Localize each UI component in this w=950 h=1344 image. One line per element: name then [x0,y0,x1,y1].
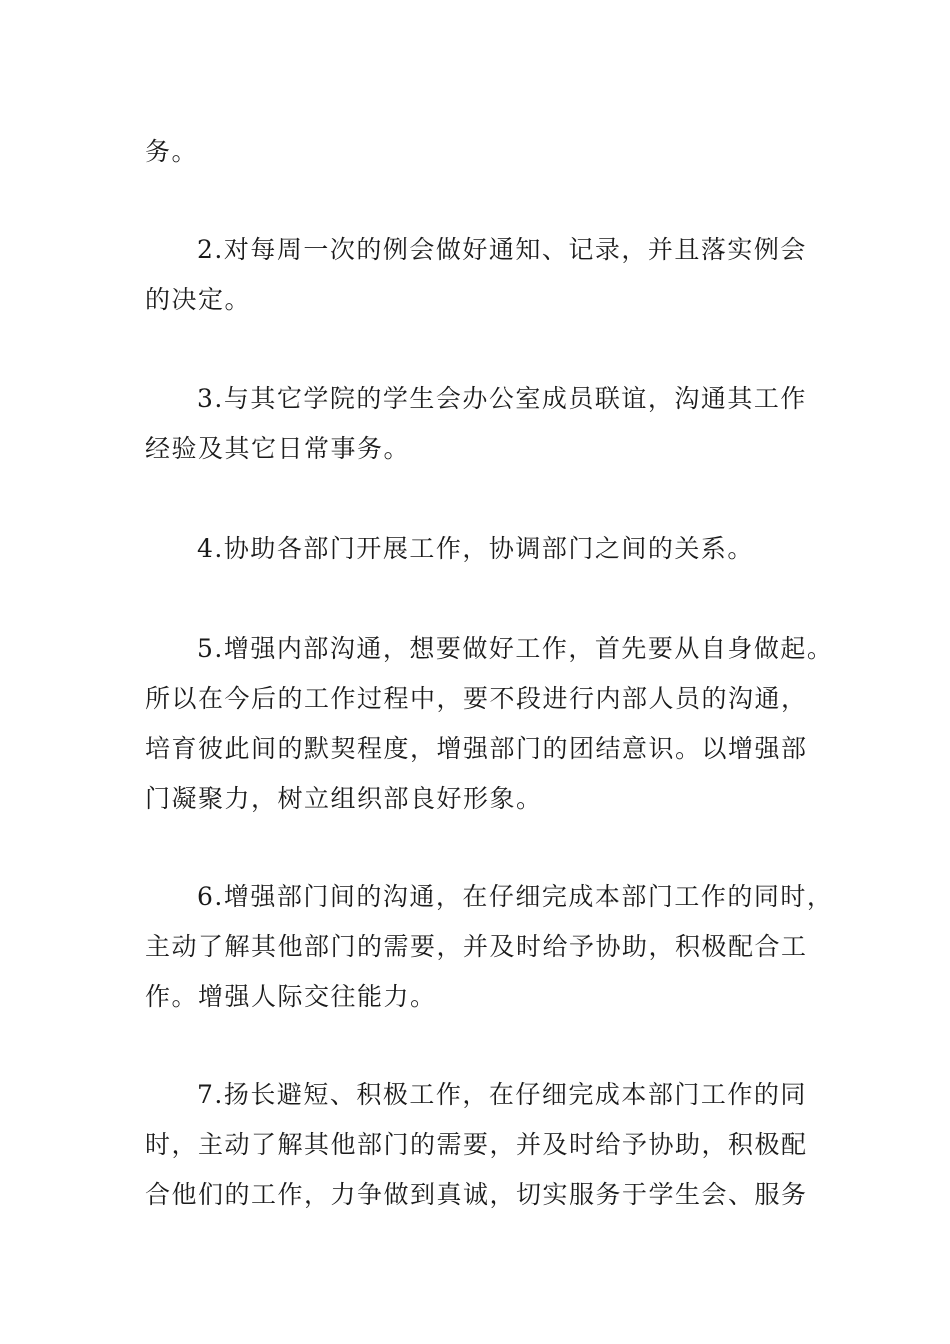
text-line: 3.与其它学院的学生会办公室成员联谊，沟通其工作 [197,384,807,413]
text-line: 培育彼此间的默契程度，增强部门的团结意识。以增强部 [145,734,808,763]
text-line: 门凝聚力，树立组织部良好形象。 [145,784,543,813]
text-line: 所以在今后的工作过程中，要不段进行内部人员的沟通， [145,684,808,713]
text-line: 时，主动了解其他部门的需要，并及时给予协助，积极配 [145,1130,808,1159]
text-line: 经验及其它日常事务。 [145,434,411,463]
text-line: 4.协助各部门开展工作，协调部门之间的关系。 [197,534,754,563]
text-line: 主动了解其他部门的需要，并及时给予协助，积极配合工 [145,932,808,961]
text-line: 的决定。 [145,285,252,314]
text-line: 合他们的工作，力争做到真诚，切实服务于学生会、服务 [145,1180,808,1209]
text-line: 5.增强内部沟通，想要做好工作，首先要从自身做起。 [197,634,834,663]
text-line: 6.增强部门间的沟通，在仔细完成本部门工作的同时， [197,882,834,911]
text-line: 作。增强人际交往能力。 [145,982,437,1011]
text-line: 务。 [145,137,199,166]
text-line: 7.扬长避短、积极工作，在仔细完成本部门工作的同 [197,1080,807,1109]
text-line: 2.对每周一次的例会做好通知、记录，并且落实例会 [197,235,807,264]
